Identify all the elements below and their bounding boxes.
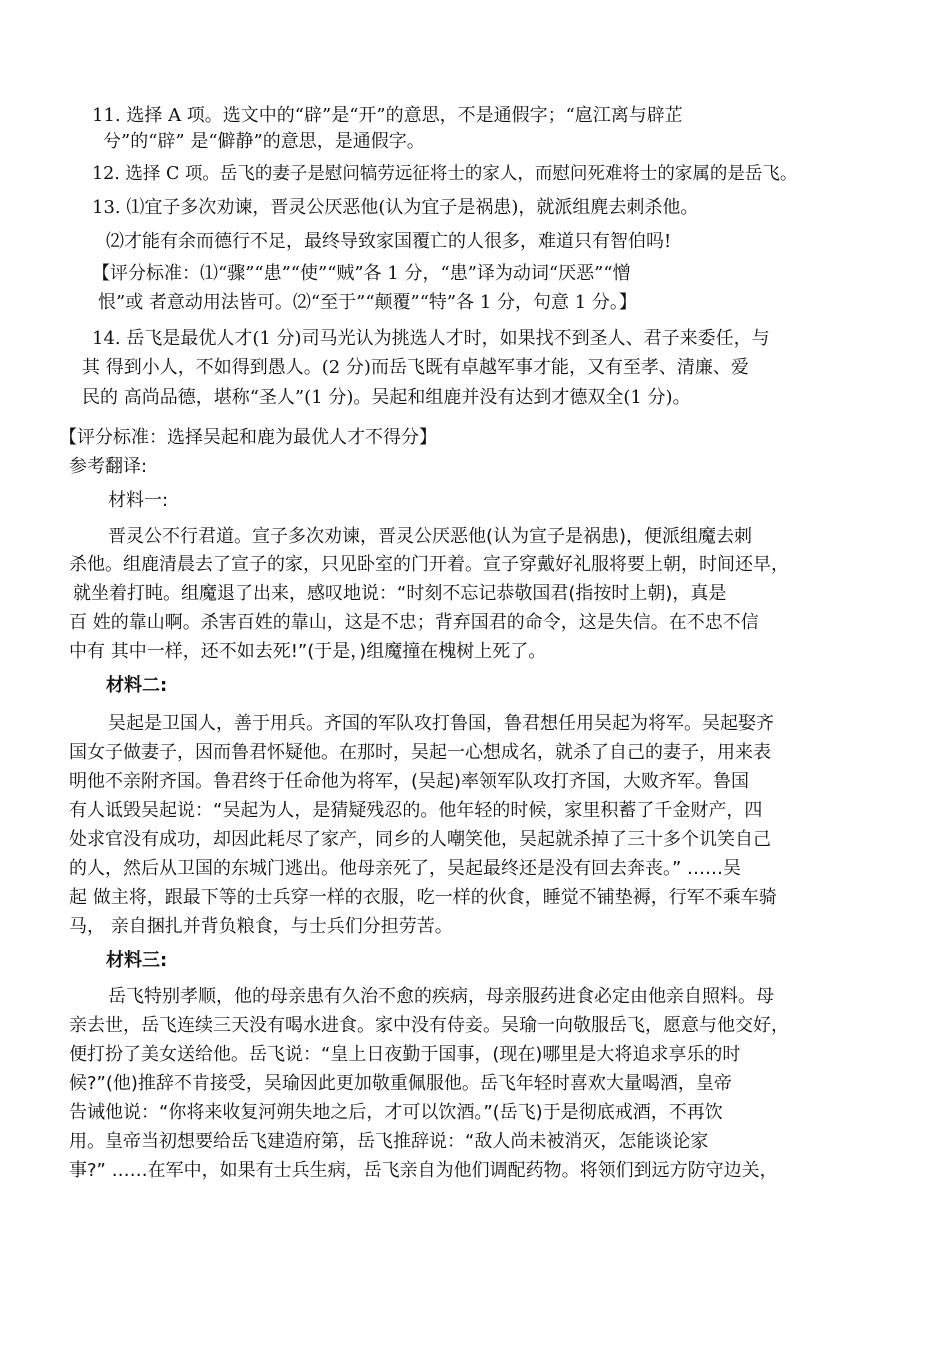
- translation-heading: 参考翻译:: [69, 456, 148, 477]
- answer-13-line-1: 13. ⑴宜子多次劝谏，晋灵公厌恶他(认为宜子是祸患)，就派组麂去刺杀他。: [92, 197, 699, 218]
- material-1-title: 材料一:: [108, 490, 169, 511]
- material-1-line: 就坐着打盹。组魔退了出来，感叹地说：“时刻不忘记恭敬国君(指按时上朝)，真是: [73, 583, 727, 604]
- material-3-line: 亲去世，岳飞连续三天没有喝水进食。家中没有侍妾。吴瑜一向敬服岳飞，愿意与他交好，: [69, 1015, 789, 1036]
- answer-14-line-2: 其 得到小人，不如得到愚人。(2 分)而岳飞既有卓越军事才能，又有至孝、清廉、爱: [82, 357, 749, 378]
- answer-11-line-1: 11. 选择 A 项。选文中的“辟”是“开”的意思，不是通假字；“扈江离与辟芷: [92, 105, 683, 126]
- material-1-line: 晋灵公不行君道。宣子多次劝谏，晋灵公厌恶他(认为宣子是祸患)，便派组魔去刺: [108, 526, 753, 547]
- answer-14-criteria: 【评分标准：选择吴起和鹿为最优人才不得分】: [59, 427, 437, 448]
- material-2-line: 马， 亲自捆扎并背负粮食，与士兵们分担劳苦。: [69, 916, 453, 937]
- material-3-title: 材料三:: [106, 950, 168, 971]
- answer-13-criteria-2: 恨”或 者意动用法皆可。⑵“至于”“颠覆”“特”各 1 分，句意 1 分。】: [98, 292, 637, 313]
- material-2-line: 明他不亲附齐国。鲁君终于任命他为将军，(吴起)率领军队攻打齐国，大败齐军。鲁国: [69, 771, 750, 792]
- answer-12-line-1: 12. 选择 C 项。岳飞的妻子是慰问犒劳远征将士的家人，而慰问死难将士的家属的是岳飞。: [92, 164, 798, 184]
- material-3-line: 便打扮了美女送给他。岳飞说：“皇上日夜勤于国事，(现在)哪里是大将追求享乐的时: [69, 1044, 741, 1065]
- answer-11-line-2: 兮”的“辟” 是“僻静”的意思，是通假字。: [103, 131, 425, 152]
- answer-13-line-2: ⑵才能有余而德行不足，最终导致家国覆亡的人很多，难道只有智伯吗!: [106, 231, 672, 252]
- material-2-line: 有人诋毁吴起说：“吴起为人，是猜疑残忍的。他年轻的时候，家里积蓄了千金财产，四: [69, 800, 763, 821]
- material-3-line: 告诫他说：“你将来收复河朔失地之后，才可以饮酒。”(岳飞)于是彻底戒酒，不再饮: [69, 1102, 723, 1123]
- material-1-line: 杀他。组鹿清晨去了宣子的家，只见卧室的门开着。宣子穿戴好礼服将要上朝，时间还早，: [69, 554, 789, 575]
- material-3-line: 事?” ……在军中，如果有士兵生病，岳飞亲自为他们调配药物。将领们到远方防守边关，: [69, 1160, 778, 1181]
- material-2-line: 吴起是卫国人，善于用兵。齐国的军队攻打鲁国，鲁君想任用吴起为将军。吴起娶齐: [108, 713, 774, 734]
- material-2-line: 国女子做妻子，因而鲁君怀疑他。在那时，吴起一心想成名，就杀了自己的妻子，用来表: [69, 742, 771, 763]
- material-2-line: 处求官没有成功，却因此耗尽了家产，同乡的人嘲笑他，吴起就杀掉了三十多个讥笑自己: [69, 829, 771, 850]
- answer-13-criteria-1: 【评分标准：⑴“骤”“患”“使”“贼”各 1 分，“患”译为动词“厌恶”“憎: [92, 263, 631, 284]
- material-3-line: 用。皇帝当初想要给岳飞建造府第，岳飞推辞说：“敌人尚未被消灭，怎能谈论家: [69, 1131, 709, 1152]
- material-2-line: 的人，然后从卫国的东城门逃出。他母亲死了，吴起最终还是没有回去奔丧。” ……吴: [69, 858, 742, 879]
- material-1-line: 中有 其中一样，还不如去死!”(于是，)组魔撞在槐树上死了。: [69, 641, 547, 662]
- material-2-line: 起 做主将，跟最下等的士兵穿一样的衣服，吃一样的伙食，睡觉不铺垫褥，行军不乘车骑: [69, 887, 777, 908]
- material-2-title: 材料二:: [106, 675, 168, 696]
- material-3-line: 岳飞特别孝顺，他的母亲患有久治不愈的疾病，母亲服药进食必定由他亲自照料。母: [108, 986, 774, 1007]
- answer-14-line-1: 14. 岳飞是最优人才(1 分)司马光认为挑选人才时，如果找不到圣人、君子来委任，与: [92, 328, 770, 349]
- answer-14-line-3: 民的 高尚品德，堪称“圣人”(1 分)。吴起和组鹿并没有达到才德双全(1 分)。: [82, 387, 691, 408]
- material-1-line: 百 姓的靠山啊。杀害百姓的靠山，这是不忠；背弃国君的命令，这是失信。在不忠不信: [69, 612, 759, 633]
- material-3-line: 候?”(他)推辞不肯接受，吴瑜因此更加敬重佩服他。岳飞年轻时喜欢大量喝酒，皇帝: [69, 1073, 732, 1094]
